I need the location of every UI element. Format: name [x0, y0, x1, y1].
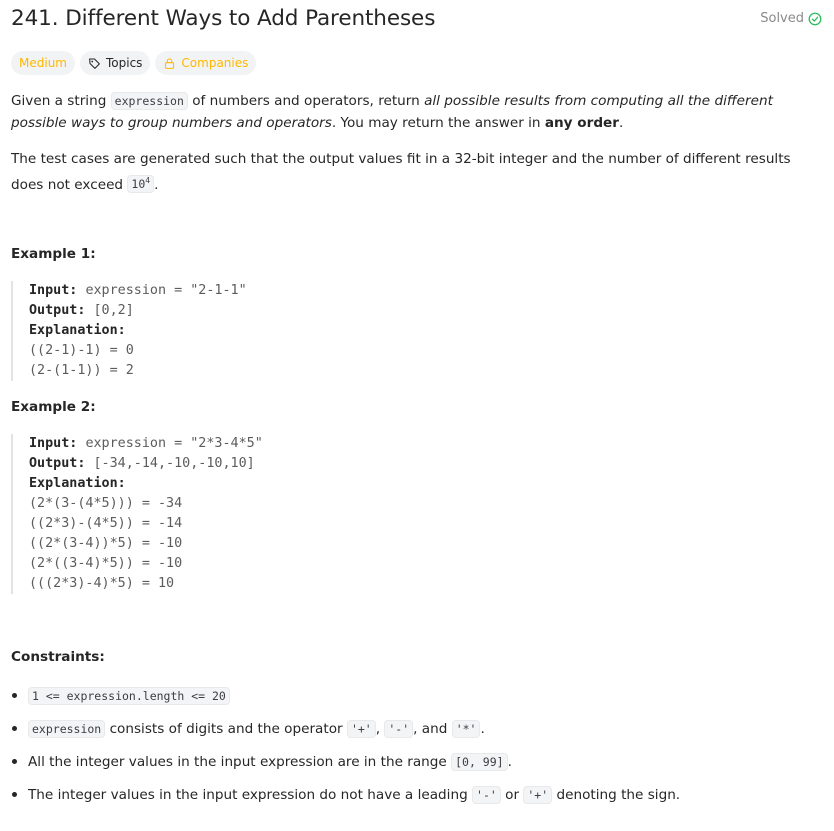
- constraints-list: [11, 684, 823, 816]
- constraint-item: [11, 684, 823, 707]
- explanation-line: (2*((3-4)*5)) = -10: [29, 556, 183, 571]
- constraints-heading: Constraints:: [11, 649, 105, 665]
- explanation-line: ((2*(3-4))*5) = -10: [29, 536, 183, 551]
- emphasis-text: all possible results from computing all the different possible ways to group numbers and operators: [11, 93, 773, 131]
- strong-text: any order: [544, 114, 619, 131]
- example-1-heading: Example 1:: [11, 246, 96, 262]
- inline-code: '-': [472, 786, 501, 804]
- inline-code: [127, 175, 154, 193]
- companies-label: Companies: [181, 56, 249, 70]
- output-label: Output:: [29, 303, 86, 318]
- input-label: Input:: [29, 283, 78, 298]
- explanation-line: (2*(3-(4*5))) = -34: [29, 496, 183, 511]
- text: The test cases are generated such that the output values fit in a 32-bit integer and the number of different results does not exceed: [11, 151, 791, 193]
- text: .: [507, 753, 512, 770]
- constraint-item: [11, 750, 823, 773]
- text: The integer values in the input expression do not have a leading: [28, 786, 473, 803]
- text: Given a string: [11, 93, 111, 109]
- input-value: expression = "2*3-4*5": [85, 436, 263, 451]
- text: All the integer values in the input expression are in the range: [28, 753, 452, 770]
- code-superscript: 4: [145, 176, 151, 186]
- output-label: Output:: [29, 456, 86, 471]
- input-label: Input:: [29, 436, 78, 451]
- inline-code: expression: [111, 92, 188, 110]
- companies-button[interactable]: [155, 51, 256, 75]
- explanation-line: ((2-1)-1) = 0: [29, 343, 134, 358]
- explanation-line: ((2*3)-(4*5)) = -14: [29, 516, 183, 531]
- inline-code: '+': [523, 786, 552, 804]
- description-paragraph-2: [11, 149, 823, 196]
- example-1-block: [11, 281, 247, 381]
- problem-title[interactable]: 241. Different Ways to Add Parentheses: [11, 6, 436, 31]
- explanation-label: Explanation:: [29, 323, 126, 338]
- check-circle-icon: [808, 12, 822, 26]
- output-value: [0,2]: [93, 303, 134, 318]
- text: or: [500, 786, 524, 803]
- description-paragraph-1: [11, 91, 823, 134]
- inline-code: [0, 99]: [451, 753, 507, 771]
- text: . You may return the answer in: [331, 114, 545, 131]
- inline-code: '*': [452, 720, 481, 738]
- inline-code: '+': [347, 720, 376, 738]
- tag-row: [11, 51, 256, 75]
- text: ,: [375, 720, 385, 737]
- bullet-dot: [12, 726, 17, 731]
- bullet-dot: [12, 792, 17, 797]
- explanation-line: (2-(1-1)) = 2: [29, 363, 134, 378]
- bullet-dot: [12, 759, 17, 764]
- text: .: [154, 176, 159, 193]
- text: denoting the sign.: [552, 786, 681, 803]
- code-base: 10: [131, 177, 146, 192]
- bullet-dot: [12, 693, 17, 698]
- explanation-line: (((2*3)-4)*5) = 10: [29, 576, 175, 591]
- example-2-heading: Example 2:: [11, 399, 96, 415]
- constraint-item: [11, 783, 823, 806]
- topics-button[interactable]: [80, 51, 150, 75]
- solved-label: Solved: [760, 11, 804, 26]
- topics-label: Topics: [105, 56, 143, 70]
- explanation-label: Explanation:: [29, 476, 126, 491]
- inline-code: expression: [28, 720, 105, 738]
- tag-icon: [88, 57, 101, 70]
- lock-icon: [163, 57, 176, 70]
- inline-code: '-': [384, 720, 413, 738]
- output-value: [-34,-14,-10,-10,10]: [93, 456, 255, 471]
- solved-status: [760, 11, 822, 26]
- constraint-item: [11, 717, 823, 740]
- text: .: [618, 114, 624, 131]
- input-value: expression = "2-1-1": [85, 283, 247, 298]
- text: consists of digits and the operator: [105, 720, 347, 737]
- text: of numbers and operators, return: [187, 93, 425, 109]
- text: , and: [413, 720, 452, 737]
- inline-code: 1 <= expression.length <= 20: [28, 687, 230, 705]
- example-2-block: [11, 434, 263, 594]
- text: .: [480, 720, 485, 737]
- difficulty-badge: Medium: [11, 51, 75, 75]
